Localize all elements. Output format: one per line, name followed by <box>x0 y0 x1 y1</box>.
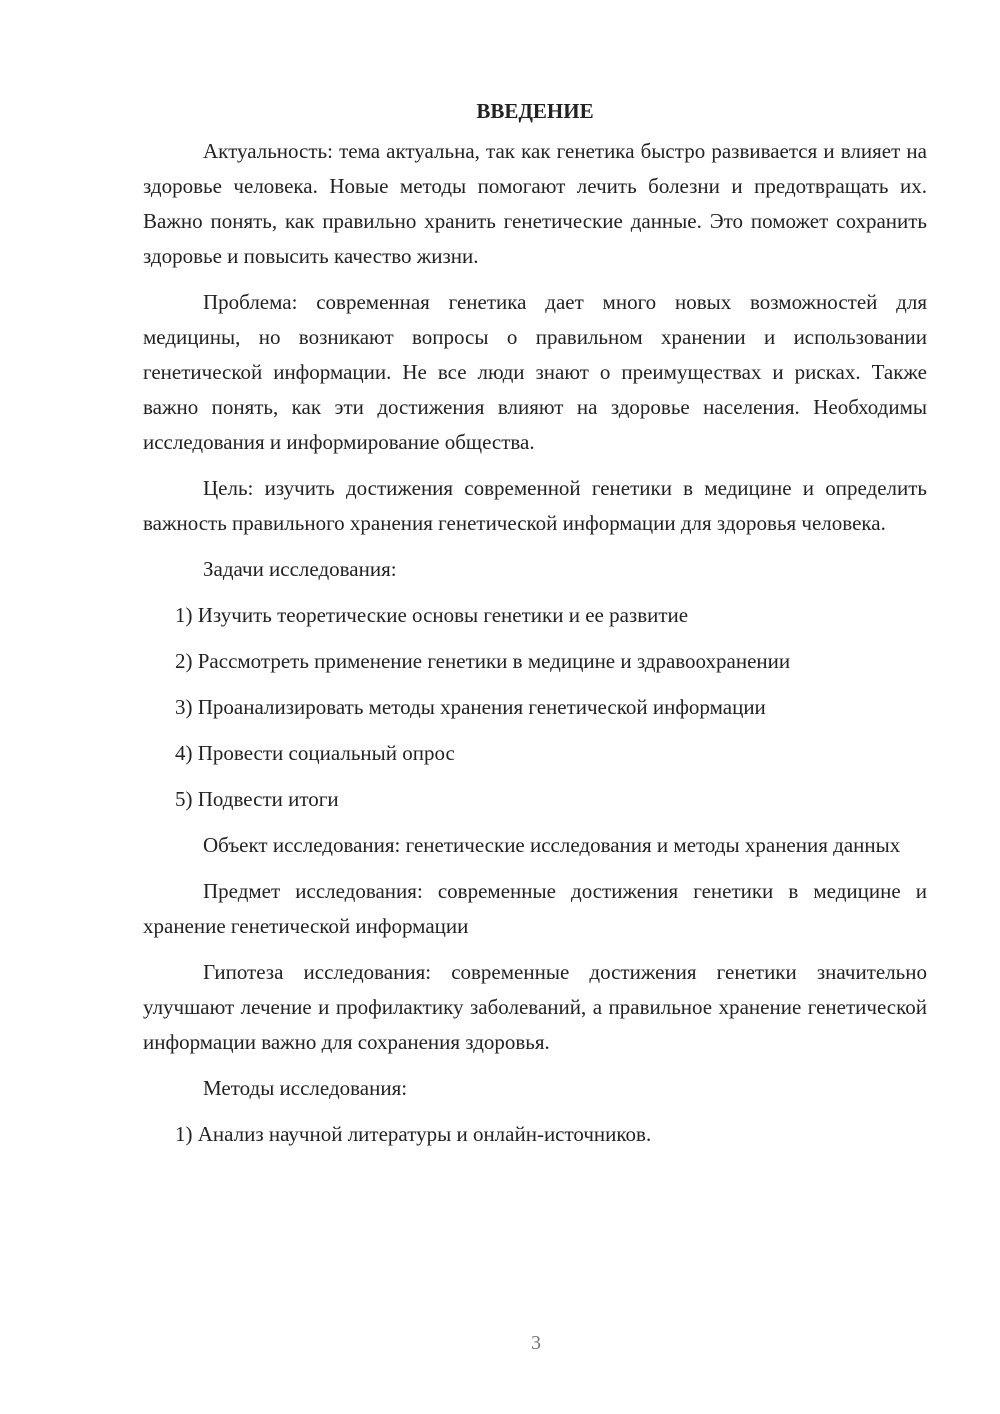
list-item: 2) Рассмотреть применение генетики в медицине и здравоохранении <box>175 649 791 673</box>
document-page <box>143 96 927 1163</box>
relevance-paragraph: Актуальность: тема актуальна, так как генетика быстро развивается и влияет на здоровье человека. Новые методы помогают лечить болезни и предотвращать их. Важно понять, как правильно хранить генетические данные. Это поможет сохранить здоровье и повысить качество жизни. <box>143 139 927 268</box>
list-item: 1) Анализ научной литературы и онлайн-источников. <box>175 1122 652 1146</box>
goal-paragraph: Цель: изучить достижения современной генетики в медицине и определить важность правильного хранения генетической информации для здоровья человека. <box>143 476 927 535</box>
list-item: 4) Провести социальный опрос <box>175 741 455 765</box>
list-item: 5) Подвести итоги <box>175 787 339 811</box>
list-item: 3) Проанализировать методы хранения генетической информации <box>175 695 766 719</box>
methods-list <box>143 1117 927 1152</box>
page-number: 3 <box>531 1332 541 1354</box>
tasks-heading: Задачи исследования: <box>203 557 397 581</box>
tasks-list <box>143 598 927 817</box>
methods-heading: Методы исследования: <box>203 1076 408 1100</box>
subject-paragraph: Предмет исследования: современные достижения генетики в медицине и хранение генетической информации <box>143 879 927 938</box>
list-item: 1) Изучить теоретические основы генетики и ее развитие <box>175 603 689 627</box>
problem-paragraph: Проблема: современная генетика дает много новых возможностей для медицины, но возникают вопросы о правильном хранении и использовании генетической информации. Не все люди знают о преимуществах и рисках. Также важно понять, как эти достижения влияют на здоровье населения. Необходимы исследования и информирование общества. <box>143 290 927 454</box>
hypothesis-paragraph: Гипотеза исследования: современные достижения генетики значительно улучшают лечение и профилактику заболеваний, а правильное хранение генетической информации важно для сохранения здоровья. <box>143 960 927 1054</box>
object-paragraph: Объект исследования: генетические исследования и методы хранения данных <box>203 833 901 857</box>
section-title: ВВЕДЕНИЕ <box>476 99 594 123</box>
